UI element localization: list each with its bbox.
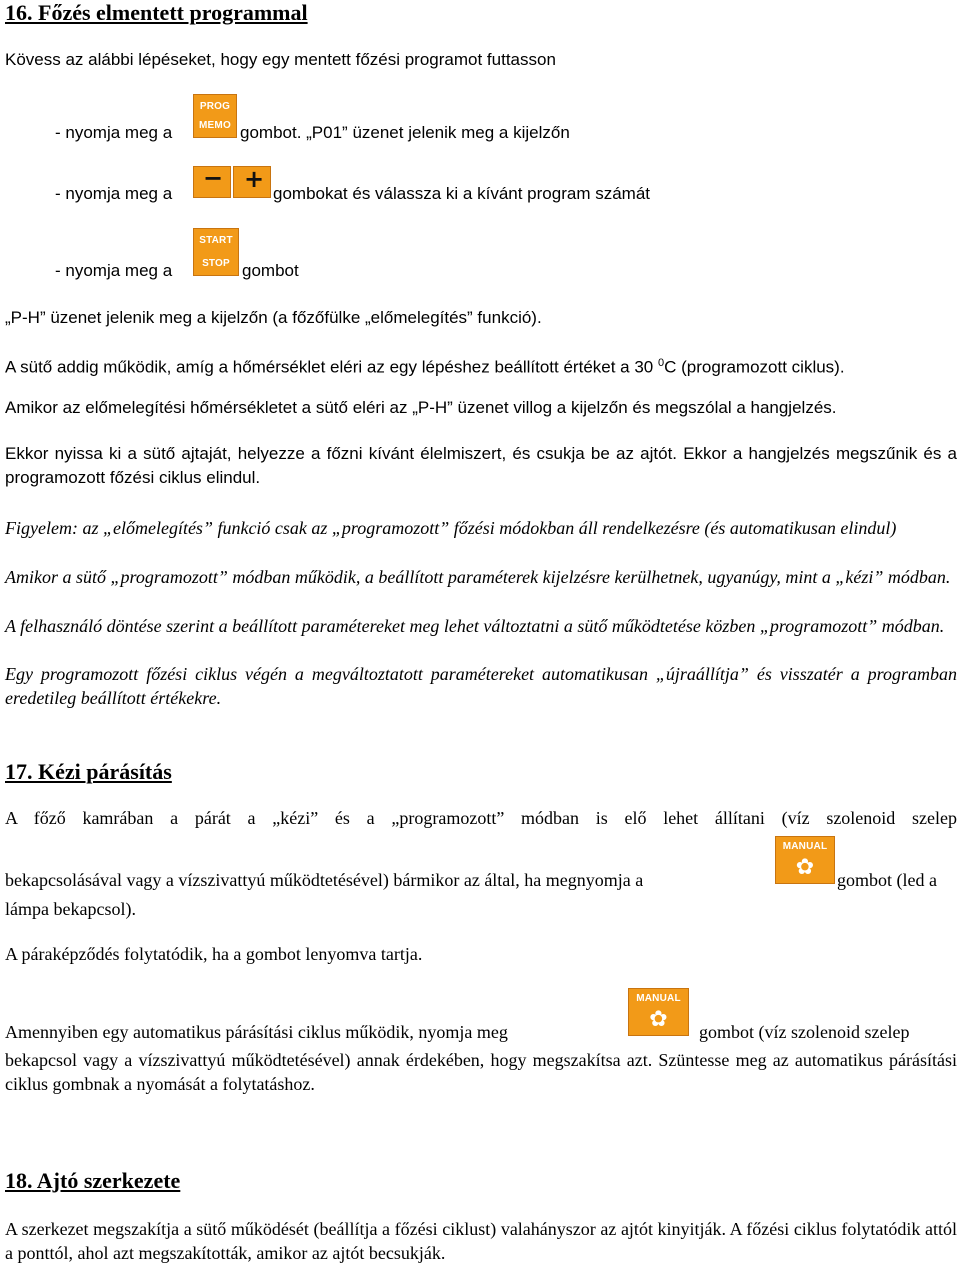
step3-suffix: gombot — [242, 261, 299, 280]
works-line-text: A sütő addig működik, amíg a hőmérséklet eléri az egy lépéshez beállított értéket a 30 — [5, 357, 654, 377]
manual-button-icon — [775, 836, 835, 884]
section-17-title: 17. Kézi párásítás — [5, 759, 172, 784]
manual-label-2: MANUAL — [636, 993, 681, 1004]
minus-icon: − — [203, 164, 224, 192]
humidification-line2-pre: bekapcsolásával vagy a vízszivattyú működtetésével) bármikor az által, ha megnyomja a — [5, 870, 644, 890]
prog-label: PROG — [199, 101, 231, 112]
door-mechanism-paragraph: A szerkezet megszakítja a sütő működését (beállítja a főzési ciklust) valahányszor az ajtót kinyitják. A főzési ciklus folytatódik attól a ponttól, ahol azt megszakították, amikor az ajtót becsukják. — [5, 1219, 957, 1263]
note-programmed-mode: Amikor a sütő „programozott” módban működik, a beállított paraméterek kijelzésre kerülhetnek, ugyanúgy, mint a „kézi” módban. — [5, 567, 951, 587]
step1-suffix: gombot. „P01” üzenet jelenik meg a kijelzőn — [240, 123, 570, 142]
humidification-line2-post: gombot (led a — [837, 870, 937, 890]
humidification-line1: A főző kamrában a párát a „kézi” és a „programozott” módban is elő lehet állítani (víz szolenoid szelep — [5, 808, 957, 828]
manual-button-icon-2 — [628, 988, 689, 1036]
note-reset-params: Egy programozott főzési ciklus végén a megváltoztatott paramétereket automatikusan „újraállítja” és visszatér a programban eredetileg beállított értékekre. — [5, 664, 957, 708]
ph-message-line: „P-H” üzenet jelenik meg a kijelzőn (a főzőfülke „előmelegítés” funkció). — [5, 308, 542, 327]
auto-humid-line1-post: gombot (víz szolenoid szelep — [699, 1022, 910, 1042]
note-preheat: Figyelem: az „előmelegítés” funkció csak az „programozott” főzési módokban áll rendelkezésre (és automatikusan elindul) — [5, 518, 897, 538]
step1-prefix: - nyomja meg a — [55, 123, 173, 142]
memo-label: MEMO — [199, 120, 231, 131]
steam-flower-icon-2: ✿ — [649, 1007, 668, 1032]
humidification-line3: lámpa bekapcsol). — [5, 899, 136, 919]
section-18-title: 18. Ajtó szerkezete — [5, 1168, 181, 1193]
auto-humid-line1-pre: Amennyiben egy automatikus párásítási ciklus működik, nyomja meg — [5, 1022, 508, 1042]
section-16-intro: Kövess az alábbi lépéseket, hogy egy mentett főzési programot futtasson — [5, 50, 556, 69]
manual-label: MANUAL — [782, 841, 828, 852]
step3-prefix: - nyomja meg a — [55, 261, 173, 280]
works-line-unit: C (programozott ciklus). — [664, 357, 845, 377]
start-stop-button-icon — [193, 228, 239, 276]
preheat-line: Amikor az előmelegítési hőmérsékletet a sütő eléri az „P-H” üzenet villog a kijelzőn és megszólal a hangjelzés. — [5, 398, 837, 417]
works-line — [5, 351, 845, 380]
steam-flower-icon: ✿ — [795, 855, 815, 880]
stop-label: STOP — [202, 258, 230, 269]
plus-button-icon — [233, 166, 271, 198]
auto-humid-rest: bekapcsol vagy a vízszivattyú működtetésével) annak érdekében, hogy megszakítsa azt. Szüntesse meg az automatikus párásítási ciklus gombnak a nyomását a folytatáshoz. — [5, 1050, 957, 1094]
plus-icon: + — [244, 165, 265, 193]
minus-button-icon — [193, 166, 231, 198]
open-door-paragraph: Ekkor nyissa ki a sütő ajtaját, helyezze a főzni kívánt élelmiszert, és csukja be az ajtót. Ekkor a hangjelzés megszűnik és a programozott főzési ciklus elindul. — [5, 444, 957, 487]
degree-superscript: 0 — [658, 357, 665, 369]
step2-prefix: - nyomja meg a — [55, 184, 173, 203]
note-change-params: A felhasználó döntése szerint a beállított paramétereket meg lehet változtatni a sütő működtetése közben „programozott” módban. — [5, 616, 945, 636]
section-16-title: 16. Főzés elmentett programmal — [5, 0, 308, 25]
prog-memo-button-icon — [193, 94, 237, 138]
step2-suffix: gombokat és válassza ki a kívánt program számát — [273, 184, 650, 203]
start-label: START — [199, 235, 233, 246]
humidification-hold: A páraképződés folytatódik, ha a gombot lenyomva tartja. — [5, 944, 423, 964]
